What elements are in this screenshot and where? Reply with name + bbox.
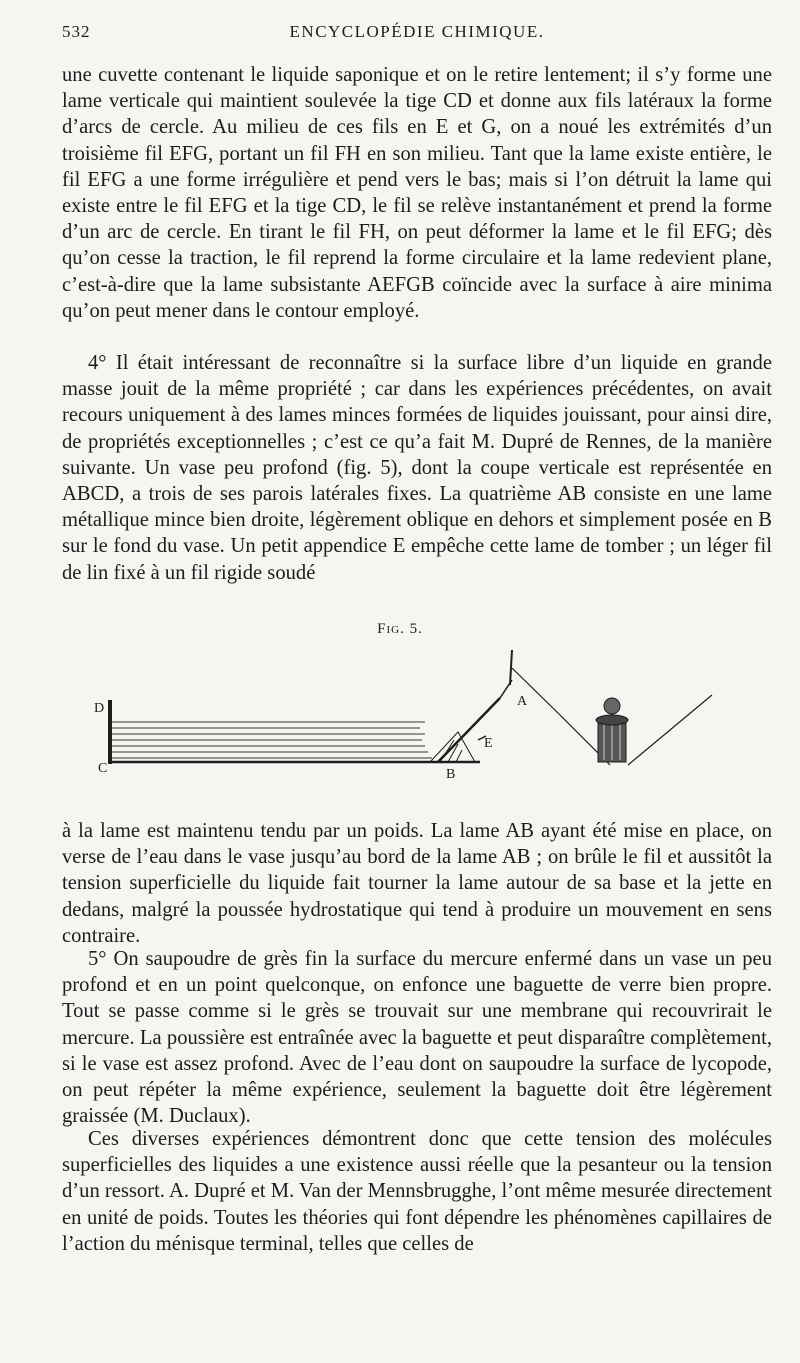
vessel-diagram bbox=[80, 640, 740, 800]
paragraph-2: 4° Il était intéressant de reconnaître si la surface libre d’un liquide en grande masse jouit de la même propriété ; car dans les expériences précédentes, on avait recours uniquement à des lames minces formées de liquides jouissant, pour ainsi dire, de propriétés exceptionnelles ; c’est ce qu’a fait M. Dupré de Rennes, de la manière suivante. Un vase peu profond (fig. 5), dont la coupe verticale est représentée en ABCD, a trois de ses parois latérales fixes. La quatrième AB consiste en une lame métallique mince bien droite, légèrement oblique en dehors et simplement posée en B sur le fond du vase. Un petit appendice E empêche cette lame de tomber ; un léger fil de lin fixé à un fil rigide soudé bbox=[62, 352, 772, 584]
water-lines bbox=[112, 722, 432, 758]
paragraph-5: Ces diverses expériences démontrent donc que cette tension des molécules superficielles des liquides a une existence aussi réelle que la pesanteur ou la tension d’un ressort. A. Dupré et M. Van der Mennsbrugghe, l’ont même mesurée directement en unité de poids. Toutes les théories qui font dépendre les phénomènes capillaires de l’action du ménisque terminal, telles que celles de bbox=[62, 1128, 772, 1255]
figure-5-diagram bbox=[80, 640, 740, 800]
page-header bbox=[62, 22, 772, 46]
paragraph-3: à la lame est maintenu tendu par un poids. La lame AB ayant été mise en place, on verse de l’eau dans le vase jusqu’au bord de la lame AB ; on brûle le fil et aussitôt la tension superficielle du liquide fait tourner la lame autour de sa base et la jette en dedans, malgré la poussée hydrostatique qui tend à produire un mouvement en sens contraire. bbox=[62, 820, 772, 947]
label-e: E bbox=[484, 736, 493, 751]
weight bbox=[596, 698, 628, 762]
label-a: A bbox=[517, 694, 528, 709]
figure-caption: Fig. 5. bbox=[377, 621, 423, 637]
page-number: 532 bbox=[62, 22, 91, 41]
label-d: D bbox=[94, 701, 105, 716]
paragraph-4: 5° On saupoudre de grès fin la surface du mercure enfermé dans un vase un peu profond et en un point quelconque, on enfonce une baguette de verre bien propre. Tout se passe comme si le grès se trouvait sur une membrane qui recouvrirait le mercure. La poussière est entraînée avec la baguette et peut disparaître complètement, si le vase est assez profond. Avec de l’eau dont on saupoudre la surface de lycopode, on peut répéter la même expérience, seulement la baguette doit être légèrement graissée (M. Duclaux). bbox=[62, 948, 772, 1128]
weight-string bbox=[628, 695, 712, 765]
running-title: ENCYCLOPÉDIE CHIMIQUE. bbox=[289, 22, 545, 41]
label-c: C bbox=[98, 761, 108, 776]
label-b: B bbox=[446, 767, 456, 782]
paragraph-1: une cuvette contenant le liquide saponique et on le retire lentement; il s’y forme une lame verticale qui maintient soulevée la tige CD et donne aux fils latéraux la forme d’arcs de cercle. Au milieu de ces fils en E et G, on a noué les extrémités d’un troisième fil EFG, portant un fil FH en son milieu. Tant que la lame existe entière, le fil EFG a une forme irrégulière et pend vers le bas; mais si l’on détruit la lame qui existe entre le fil EFG et la tige CD, le fil se relève instantanément et prend la forme d’un arc de cercle. En tirant le fil FH, on peut déformer la lame et le fil EFG; dès qu’on cesse la traction, le fil reprend la forme circulaire et la lame redevient plane, c’est-à-dire que la lame subsistante AEFGB coïncide avec la surface à aire minima qu’on peut mener dans le contour employé. bbox=[62, 64, 772, 322]
rigid-wire bbox=[510, 650, 512, 685]
